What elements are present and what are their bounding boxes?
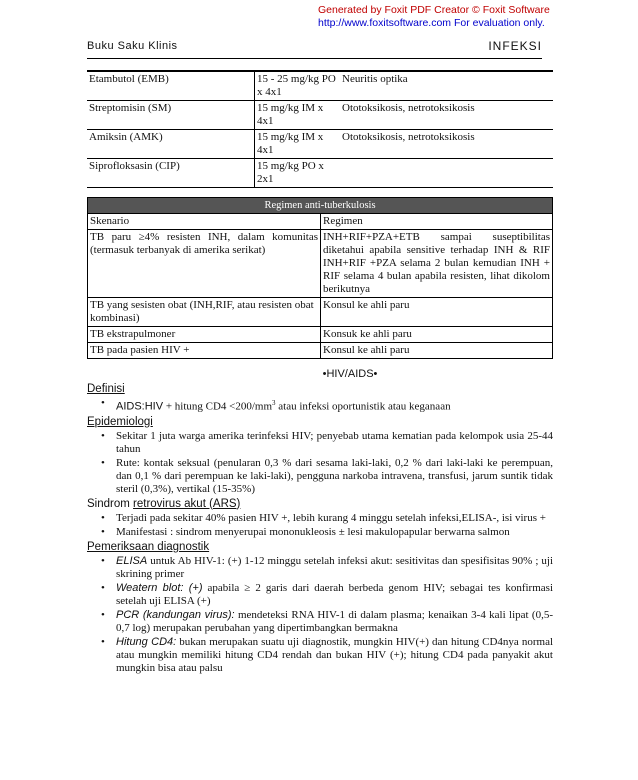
drug-effect — [340, 159, 553, 188]
diag-term: ELISA — [116, 554, 148, 567]
drug-dose: 15 mg/kg IM x 4x1 — [255, 130, 341, 159]
definisi-superscript: 3 — [272, 399, 276, 407]
list-item: • Rute: kontak seksual (penularan 0,3 % dari sesama laki-laki, 0,2 % dari laki-laki ke perempuan, dan 0,1 % dari perempuan ke laki-laki), pengguna narkoba intravena, transfusi, jarum suntik tidak steril (0,3%), vertikal (15-35%) — [87, 457, 553, 496]
list-item — [87, 555, 553, 581]
epidemiologi-heading: Epidemiologi — [87, 415, 153, 428]
diag-text: bukan merupakan suatu uji diagnostik, mungkin HIV(+) dan hitung CD4nya normal atau mungkin memiliki hitung CD4 rendah dan bukan HIV (+); hitung CD4 pada panyakit akut mungkin bisa atau palsu — [116, 635, 554, 674]
diag-text: untuk Ab HIV-1: (+) 1-12 minggu setelah infeksi akut: sesitivitas dan spesifisitas 90% ; uji skrining primer — [116, 554, 553, 580]
regimen-table — [87, 197, 553, 359]
drug-name: Streptomisin (SM) — [87, 101, 255, 130]
table-row — [88, 230, 553, 298]
definisi-heading: Definisi — [87, 383, 125, 395]
regimen-table-title: Regimen anti-tuberkulosis — [88, 198, 553, 214]
regimen-cell: INH+RIF+PZA+ETB sampai suseptibilitas diketahui apabila sensitive terhadap INH & RIF INH+RIF +PZA selama 2 bulan kemudian INH + RIF selama 4 bulan apabila resisten, lihat dikolom berikutnya — [321, 230, 553, 298]
drug-dose: 15 mg/kg PO x 2x1 — [255, 159, 341, 188]
definisi-text-end: atau infeksi oportunistik atau keganaan — [275, 400, 451, 413]
table-row — [88, 343, 553, 359]
table-row — [87, 130, 553, 159]
column-header-scenario: Skenario — [88, 214, 321, 230]
table-row — [87, 159, 553, 188]
drug-effect: Neuritis optika — [340, 71, 553, 101]
list-item: • Sekitar 1 juta warga amerika terinfeksi HIV; penyebab utama kematian pada kelompok usia 25-44 tahun — [87, 430, 553, 456]
diag-text: apabila ≥ 2 garis dari daerah berbeda genom HIV; sebagai tes konfirmasi setelah uji ELISA (+) — [116, 581, 553, 607]
diagnostik-heading: Pemeriksaan diagnostik — [87, 540, 210, 553]
epidemiologi-list — [87, 430, 553, 496]
drug-name: Etambutol (EMB) — [87, 71, 255, 101]
diag-term: PCR (kandungan virus): — [116, 608, 235, 621]
ars-heading — [87, 498, 553, 511]
ars-heading-prefix: Sindrom — [87, 497, 134, 510]
scenario-cell: TB ekstrapulmoner — [88, 327, 321, 343]
regimen-table-title-row — [88, 198, 553, 214]
hiv-section — [87, 368, 553, 676]
list-item: • Terjadi pada sekitar 40% pasien HIV +, lebih kurang 4 minggu setelah infeksi,ELISA-, isi virus + — [87, 512, 553, 525]
drug-effect: Ototoksikosis, netrotoksikosis — [340, 101, 553, 130]
definisi-list — [87, 397, 553, 414]
list-item — [87, 609, 553, 635]
diag-term: Hitung CD4: — [116, 635, 177, 648]
ars-heading-term: retrovirus akut (ARS) — [133, 497, 241, 510]
header-chapter: INFEKSI — [488, 39, 542, 53]
table-row — [88, 327, 553, 343]
table-row — [87, 101, 553, 130]
regimen-header-row — [88, 214, 553, 230]
scenario-cell: TB yang sesisten obat (INH,RIF, atau resisten obat kombinasi) — [88, 298, 321, 327]
table-row — [87, 71, 553, 101]
regimen-cell: Konsul ke ahli paru — [321, 298, 553, 327]
scenario-cell: TB pada pasien HIV + — [88, 343, 321, 359]
table-row — [88, 298, 553, 327]
diag-term: Weatern blot: (+) — [116, 581, 203, 594]
definisi-text: + hitung CD4 <200/mm — [163, 400, 273, 413]
drug-dose: 15 - 25 mg/kg PO x 4x1 — [255, 71, 341, 101]
list-item — [87, 636, 553, 675]
section-title: •HIV/AIDS• — [322, 368, 378, 380]
list-item: • Manifestasi : sindrom menyerupai mononukleosis ± lesi makulopapular berwarna salmon — [87, 526, 553, 539]
scenario-cell: TB paru ≥4% resisten INH, dalam komunitas (termasuk terbanyak di amerika serikat) — [88, 230, 321, 298]
definisi-term: AIDS:HIV — [116, 400, 164, 413]
drug-table — [87, 70, 553, 188]
regimen-cell: Konsul ke ahli paru — [321, 343, 553, 359]
regimen-cell: Konsuk ke ahli paru — [321, 327, 553, 343]
drug-effect: Ototoksikosis, netrotoksikosis — [340, 130, 553, 159]
page-header — [87, 40, 542, 59]
diagnostik-list — [87, 555, 553, 675]
list-item — [87, 397, 553, 414]
watermark-line-2: http://www.foxitsoftware.com For evaluation only. — [318, 17, 545, 29]
drug-name: Siprofloksasin (CIP) — [87, 159, 255, 188]
diag-text: mendeteksi RNA HIV-1 di dalam plasma; kenaikan 3-4 kali lipat (0,5-0,7 log) merupakan perubahan yang dipertimbangkan bermakna — [116, 608, 553, 634]
watermark — [318, 4, 550, 30]
drug-dose: 15 mg/kg IM x 4x1 — [255, 101, 341, 130]
header-book-title: Buku Saku Klinis — [87, 40, 178, 52]
ars-list — [87, 512, 553, 539]
drug-name: Amiksin (AMK) — [87, 130, 255, 159]
watermark-line-1: Generated by Foxit PDF Creator © Foxit Software — [318, 4, 550, 16]
column-header-regimen: Regimen — [321, 214, 553, 230]
list-item — [87, 582, 553, 608]
